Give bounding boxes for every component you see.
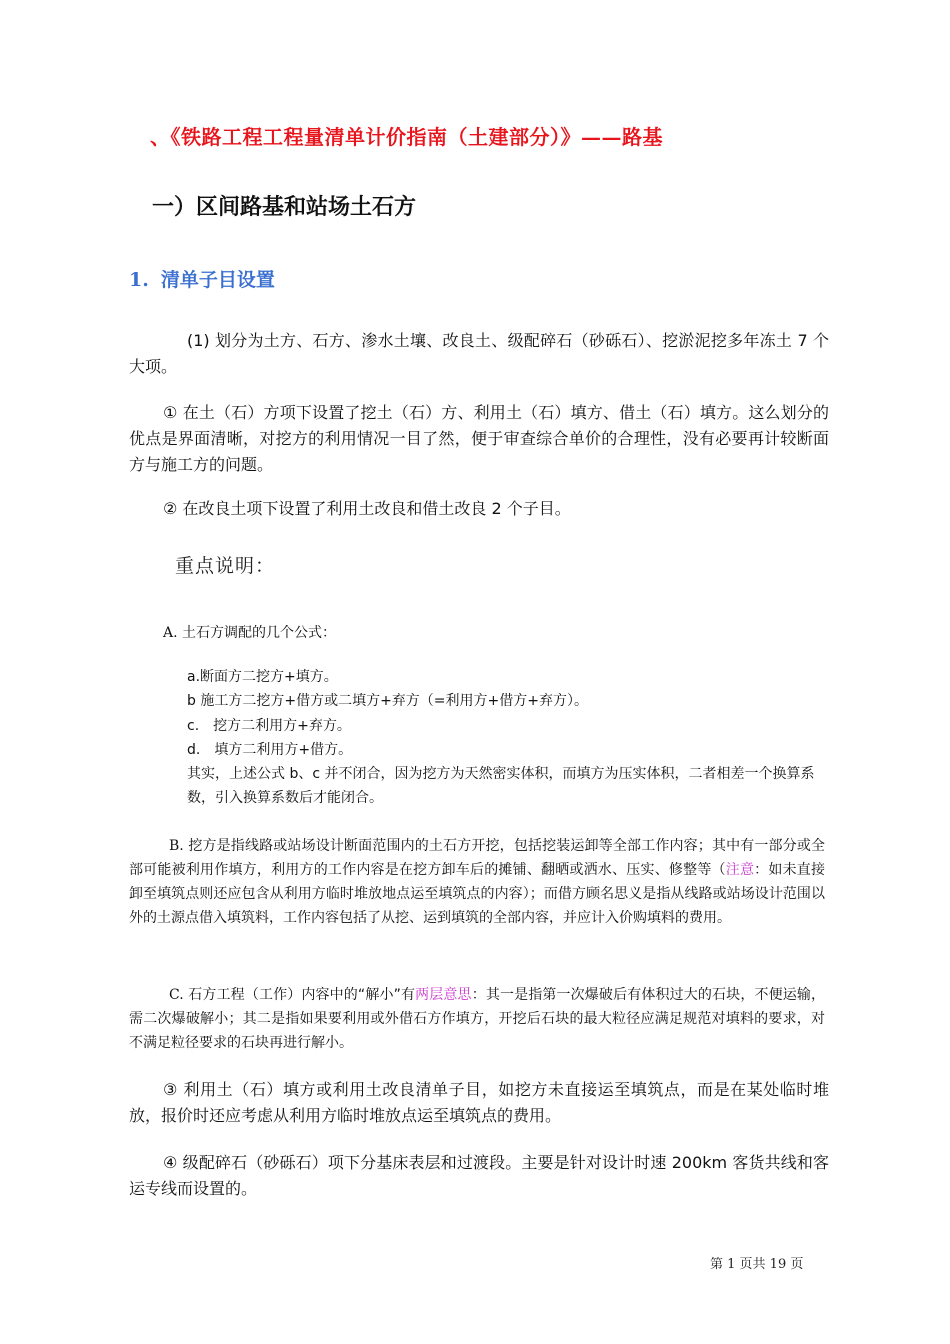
item-b-highlight: 注意: [725, 862, 755, 878]
page-footer: 第 1 页共 19 页: [710, 1257, 804, 1272]
item-a-text: 土石方调配的几个公式：: [182, 625, 337, 641]
formula-a: a.断面方二挖方+填方。: [187, 669, 338, 685]
subsection-number: 1.: [129, 269, 149, 291]
subsection-heading: [129, 265, 275, 292]
formula-b: b 施工方二挖方+借方或二填方+弃方（=利用方+借方+弃方）。: [187, 693, 588, 709]
formula-note: 其实，上述公式 b、c 并不闭合，因为挖方为天然密实体积，而填方为压实体积，二者相差一个换算系数，引入换算系数后才能闭合。: [187, 766, 815, 806]
item-c-text-2: ：其一是指第一次爆破后有体积过大的石块，不便运输，需二次爆破解小；其二是指如果要利用或外借石方作填方，开挖后石块的最大粒径应满足规范对填料的要求，对不满足粒径要求的石块再进行解小。: [129, 987, 826, 1051]
item-c-text-1: 石方工程（工作）内容中的“解小”有: [188, 987, 416, 1003]
item-c-label: C.: [169, 987, 184, 1003]
item-b-text-1: 挖方是指线路或站场设计断面范围内的土石方开挖，包括挖装运卸等全部工作内容；其中有一部分或全部可能被利用作填方，利用方的工作内容是在挖方卸车后的摊铺、翻晒或洒水、压实、修整等（: [129, 838, 826, 878]
section-heading: 一）区间路基和站场土石方: [152, 195, 417, 220]
key-notes-heading: 重点说明：: [175, 555, 276, 577]
formula-d: d. 填方二利用方+借方。: [187, 742, 353, 758]
paragraph-1: (1) 划分为土方、石方、渗水土壤、改良土、级配碎石（砂砾石）、挖淤泥挖多年冻土 7 个大项。: [129, 331, 829, 376]
item-b-label: B.: [169, 838, 184, 854]
item-b: [129, 834, 825, 930]
paragraph-5: ④ 级配碎石（砂砾石）项下分基床表层和过渡段。主要是针对设计时速 200km 客货共线和客运专线而设置的。: [129, 1153, 829, 1198]
item-b-text-2: ：如未直接卸至填筑点则还应包含从利用方临时堆放地点运至填筑点的内容）；而借方顾名思义是指从线路或站场设计范围以外的土源点借入填筑料，工作内容包括了从挖、运到填筑的全部内容，并应计入价购填料的费用。: [129, 862, 826, 926]
item-c-highlight: 两层意思: [415, 987, 472, 1003]
subsection-label: 清单子目设置: [160, 269, 275, 291]
document-title: 、《铁路工程工程量清单计价指南（土建部分）》——路基: [150, 125, 663, 149]
paragraph-2: ① 在土（石）方项下设置了挖土（石）方、利用土（石）填方、借土（石）填方。这么划分的优点是界面清晰，对挖方的利用情况一目了然，便于审查综合单价的合理性，没有必要再计较断面方与施工方的问题。: [129, 403, 829, 474]
paragraph-3: ② 在改良土项下设置了利用土改良和借土改良 2 个子目。: [163, 499, 571, 518]
item-c: [129, 983, 825, 1055]
formula-c: c. 挖方二利用方+弃方。: [187, 718, 351, 734]
item-a-label: A.: [163, 625, 178, 641]
paragraph-4: ③ 利用土（石）填方或利用土改良清单子目，如挖方未直接运至填筑点，而是在某处临时堆放，报价时还应考虑从利用方临时堆放点运至填筑点的费用。: [129, 1080, 829, 1125]
item-a: [163, 622, 336, 642]
